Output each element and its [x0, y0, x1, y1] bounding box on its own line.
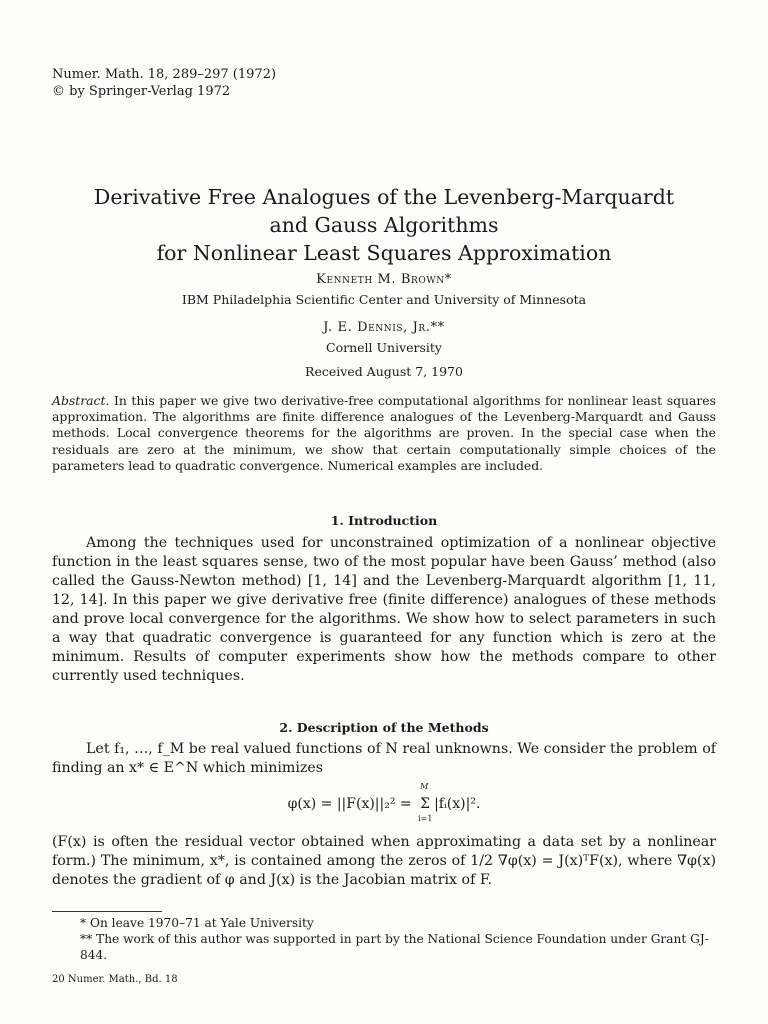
introduction-paragraph [52, 534, 716, 686]
page-footer: 20 Numer. Math., Bd. 18 [52, 974, 178, 985]
equation-lhs: φ(x) = ||F(x)||₂² = [287, 796, 417, 812]
title-line-2: and Gauss Algorithms [269, 213, 499, 237]
received-date: Received August 7, 1970 [305, 364, 463, 379]
methods-paragraph-2 [52, 833, 716, 890]
sum-symbol: Σ [420, 796, 431, 812]
copyright-line: © by Springer-Verlag 1972 [52, 84, 231, 99]
methods-text-2: (F(x) is often the residual vector obtained when approximating a data set by a nonlinear form.) The minimum, x*, is contained among the zeros of 1/2 ∇φ(x) = J(x)ᵀF(x), where ∇φ(x) denotes the gradient of φ and J(x) is the Jacobian matrix of F. [52, 834, 716, 888]
methods-text: Let f₁, …, f_M be real valued functions of N real unknowns. We consider the problem of finding an x* ∈ E^N which minimizes [52, 741, 716, 776]
paper-title [0, 183, 768, 267]
equation-rhs: |fᵢ(x)|². [434, 796, 481, 812]
summation [416, 782, 434, 823]
journal-volume-line: Numer. Math. 18, 289–297 (1972) [52, 67, 277, 82]
author-1-affiliation: IBM Philadelphia Scientific Center and University of Minnesota [181, 292, 587, 307]
sum-lower-limit: i=1 [418, 814, 433, 823]
objective-equation [0, 782, 768, 823]
title-line-3: for Nonlinear Least Squares Approximation [156, 241, 612, 265]
introduction-text: Among the techniques used for unconstrained optimization of a nonlinear objective function in the least squares sense, two of the most popular have been Gauss’ method (also called the Gauss-Newton method) [1, 14] and the Levenberg-Marquardt algorithm [1, 11, 12, 14]. In this paper we give derivative free (finite difference) analogues of these methods and prove local convergence for the algorithms. We show how to select parameters in such a way that quadratic convergence is guaranteed for any function which is zero at the minimum. Results of computer experiments show how the methods compare to other currently used techniques. [52, 535, 716, 684]
methods-paragraph [52, 740, 716, 778]
section-heading-introduction: 1. Introduction [330, 513, 438, 528]
footnote-divider [52, 911, 162, 912]
footnotes [52, 915, 722, 963]
abstract [52, 393, 716, 474]
footnote-2: ** The work of this author was supported in part by the National Science Foundation under Grant GJ-844. [80, 932, 709, 962]
section-heading-methods: 2. Description of the Methods [279, 720, 489, 735]
journal-citation [52, 66, 276, 100]
sum-upper-limit: M [420, 782, 429, 791]
title-line-1: Derivative Free Analogues of the Levenberg-Marquardt [93, 185, 675, 209]
abstract-text: In this paper we give two derivative-free computational algorithms for nonlinear least squares approximation. The algorithms are finite difference analogues of the Levenberg-Marquardt and Gauss methods. Local convergence theorems for the algorithms are proven. In the special case when the residuals are zero at the minimum, we show that certain computationally simple choices of the parameters lead to quadratic convergence. Numerical examples are included. [52, 393, 716, 473]
footnote-1: * On leave 1970–71 at Yale University [80, 916, 314, 930]
abstract-label: Abstract. [52, 393, 110, 408]
author-2-affiliation: Cornell University [326, 340, 442, 355]
author-2-name: J. E. Dennis, Jr.** [323, 320, 445, 335]
author-1-name: Kenneth M. Brown* [316, 272, 452, 287]
